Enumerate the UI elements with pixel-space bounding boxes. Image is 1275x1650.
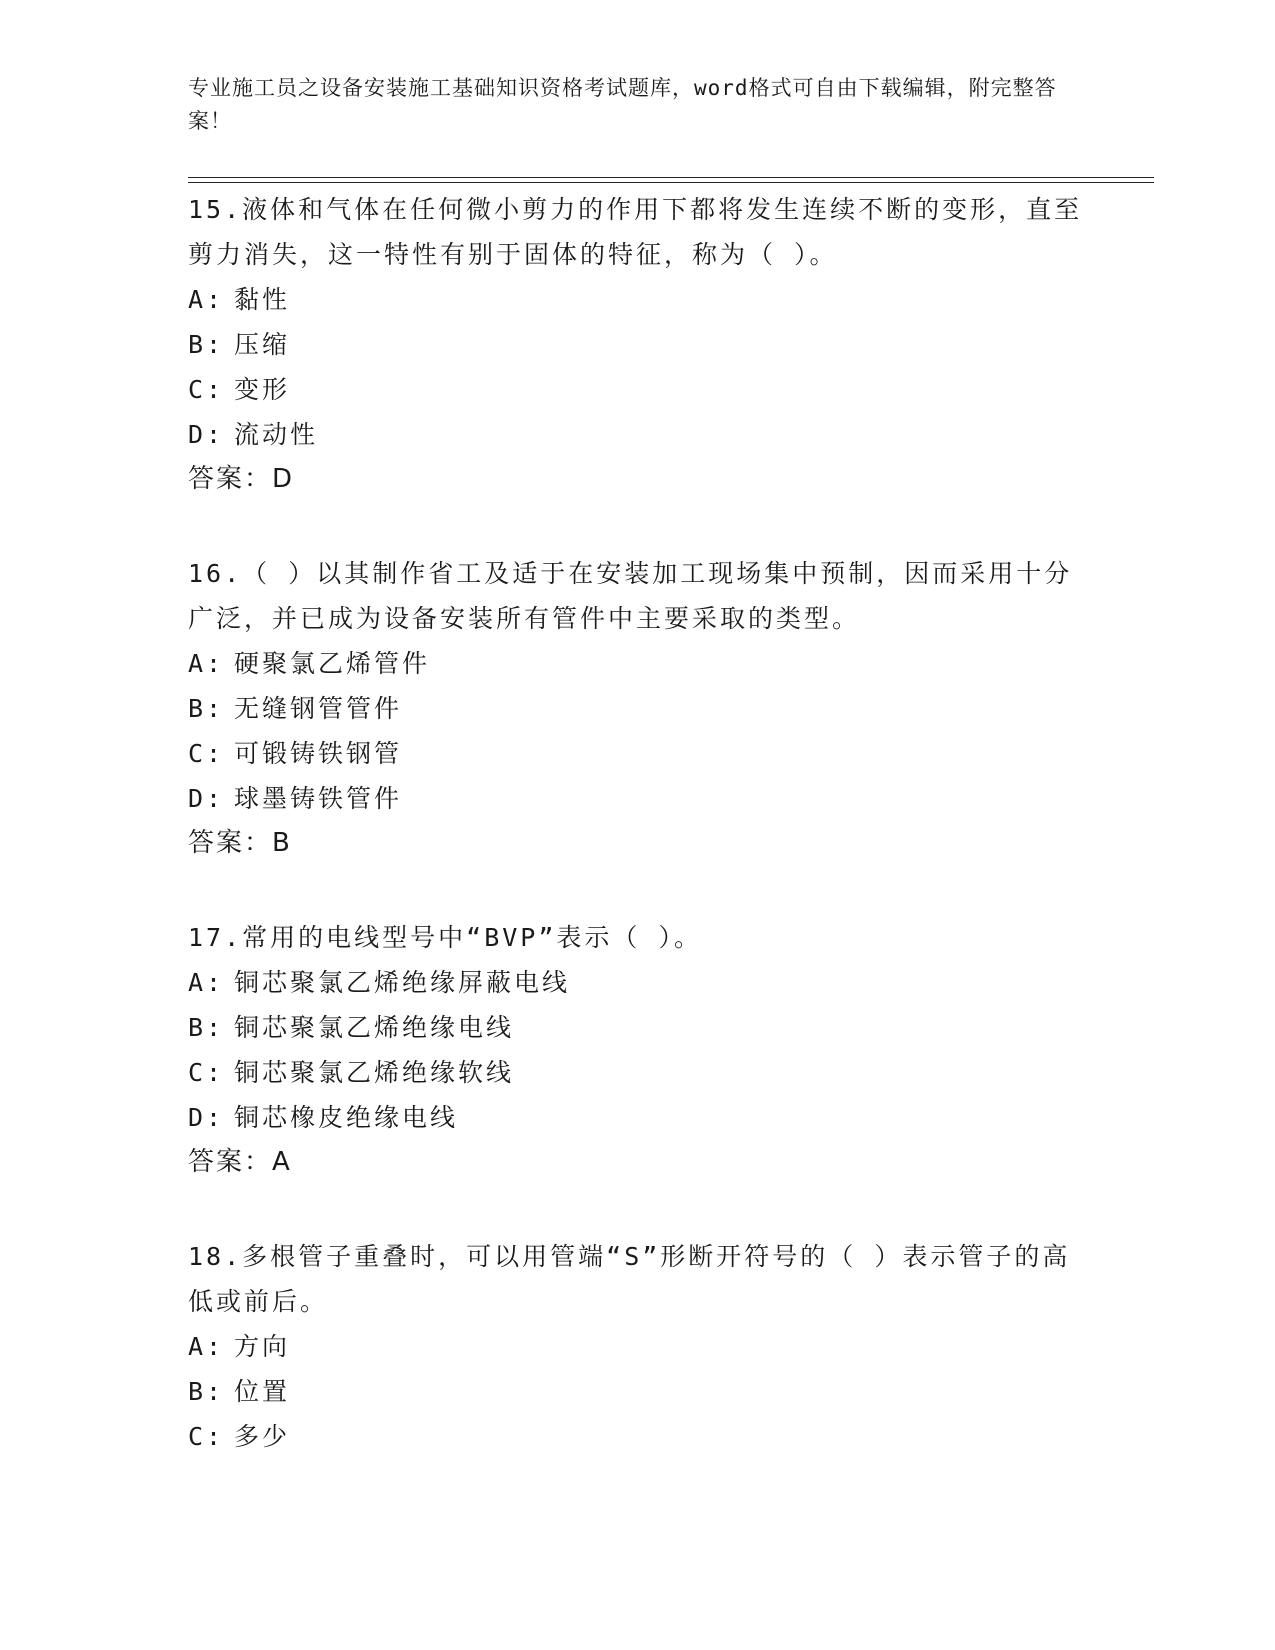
document-header: 专业施工员之设备安装施工基础知识资格考试题库，word格式可自由下载编辑，附完整答案！ <box>188 76 1057 133</box>
option-text: 铜芯聚氯乙烯绝缘软线 <box>234 1058 515 1087</box>
option-list <box>188 641 1088 821</box>
option-b <box>188 686 1088 731</box>
option-letter: C: <box>188 1422 225 1451</box>
option-c <box>188 1050 1088 1095</box>
option-text: 变形 <box>234 375 291 404</box>
option-b <box>188 322 1088 367</box>
answer-line: 答案：A <box>188 1147 292 1177</box>
option-text: 硬聚氯乙烯管件 <box>234 649 431 678</box>
option-text: 黏性 <box>234 285 291 314</box>
question-stem: 18.多根管子重叠时，可以用管端“S”形断开符号的（ ）表示管子的高低或前后。 <box>188 1242 1071 1316</box>
option-text: 流动性 <box>234 420 319 449</box>
option-d <box>188 1095 1088 1140</box>
option-letter: D: <box>188 420 225 449</box>
option-text: 铜芯聚氯乙烯绝缘屏蔽电线 <box>234 968 571 997</box>
option-letter: A: <box>188 649 225 678</box>
option-letter: A: <box>188 285 225 314</box>
option-b <box>188 1369 1088 1414</box>
option-letter: B: <box>188 694 225 723</box>
question-stem: 16.（ ）以其制作省工及适于在安装加工现场集中预制，因而采用十分广泛，并已成为设备安装所有管件中主要采取的类型。 <box>188 559 1073 633</box>
answer-line: 答案：B <box>188 828 292 858</box>
option-text: 球墨铸铁管件 <box>234 784 403 813</box>
option-letter: C: <box>188 375 225 404</box>
option-list <box>188 1324 1088 1459</box>
question-stem: 15.液体和气体在任何微小剪力的作用下都将发生连续不断的变形，直至剪力消失，这一特性有别于固体的特征，称为（ ）。 <box>188 195 1083 269</box>
option-letter: B: <box>188 330 225 359</box>
option-letter: B: <box>188 1013 225 1042</box>
option-list <box>188 960 1088 1140</box>
option-b <box>188 1005 1088 1050</box>
option-letter: C: <box>188 739 225 768</box>
option-a <box>188 960 1088 1005</box>
question-17 <box>188 915 1088 1185</box>
option-c <box>188 731 1088 776</box>
option-letter: A: <box>188 1332 225 1361</box>
option-text: 位置 <box>234 1377 291 1406</box>
option-text: 铜芯橡皮绝缘电线 <box>234 1103 459 1132</box>
answer-line: 答案：D <box>188 464 295 494</box>
option-letter: A: <box>188 968 225 997</box>
option-text: 压缩 <box>234 330 291 359</box>
question-18 <box>188 1234 1088 1459</box>
header-divider-bottom <box>188 182 1154 183</box>
option-text: 方向 <box>234 1332 291 1361</box>
option-letter: D: <box>188 784 225 813</box>
option-c <box>188 1414 1088 1459</box>
option-letter: B: <box>188 1377 225 1406</box>
question-16 <box>188 551 1088 866</box>
question-stem: 17.常用的电线型号中“BVP”表示（ ）。 <box>188 923 702 952</box>
option-letter: C: <box>188 1058 225 1087</box>
option-text: 多少 <box>234 1422 291 1451</box>
option-a <box>188 277 1088 322</box>
option-list <box>188 277 1088 457</box>
option-a <box>188 641 1088 686</box>
header-divider-top <box>188 177 1154 178</box>
option-text: 无缝钢管管件 <box>234 694 403 723</box>
option-c <box>188 367 1088 412</box>
question-15 <box>188 187 1088 502</box>
option-text: 铜芯聚氯乙烯绝缘电线 <box>234 1013 515 1042</box>
option-a <box>188 1324 1088 1369</box>
option-letter: D: <box>188 1103 225 1132</box>
option-text: 可锻铸铁钢管 <box>234 739 403 768</box>
option-d <box>188 776 1088 821</box>
option-d <box>188 412 1088 457</box>
